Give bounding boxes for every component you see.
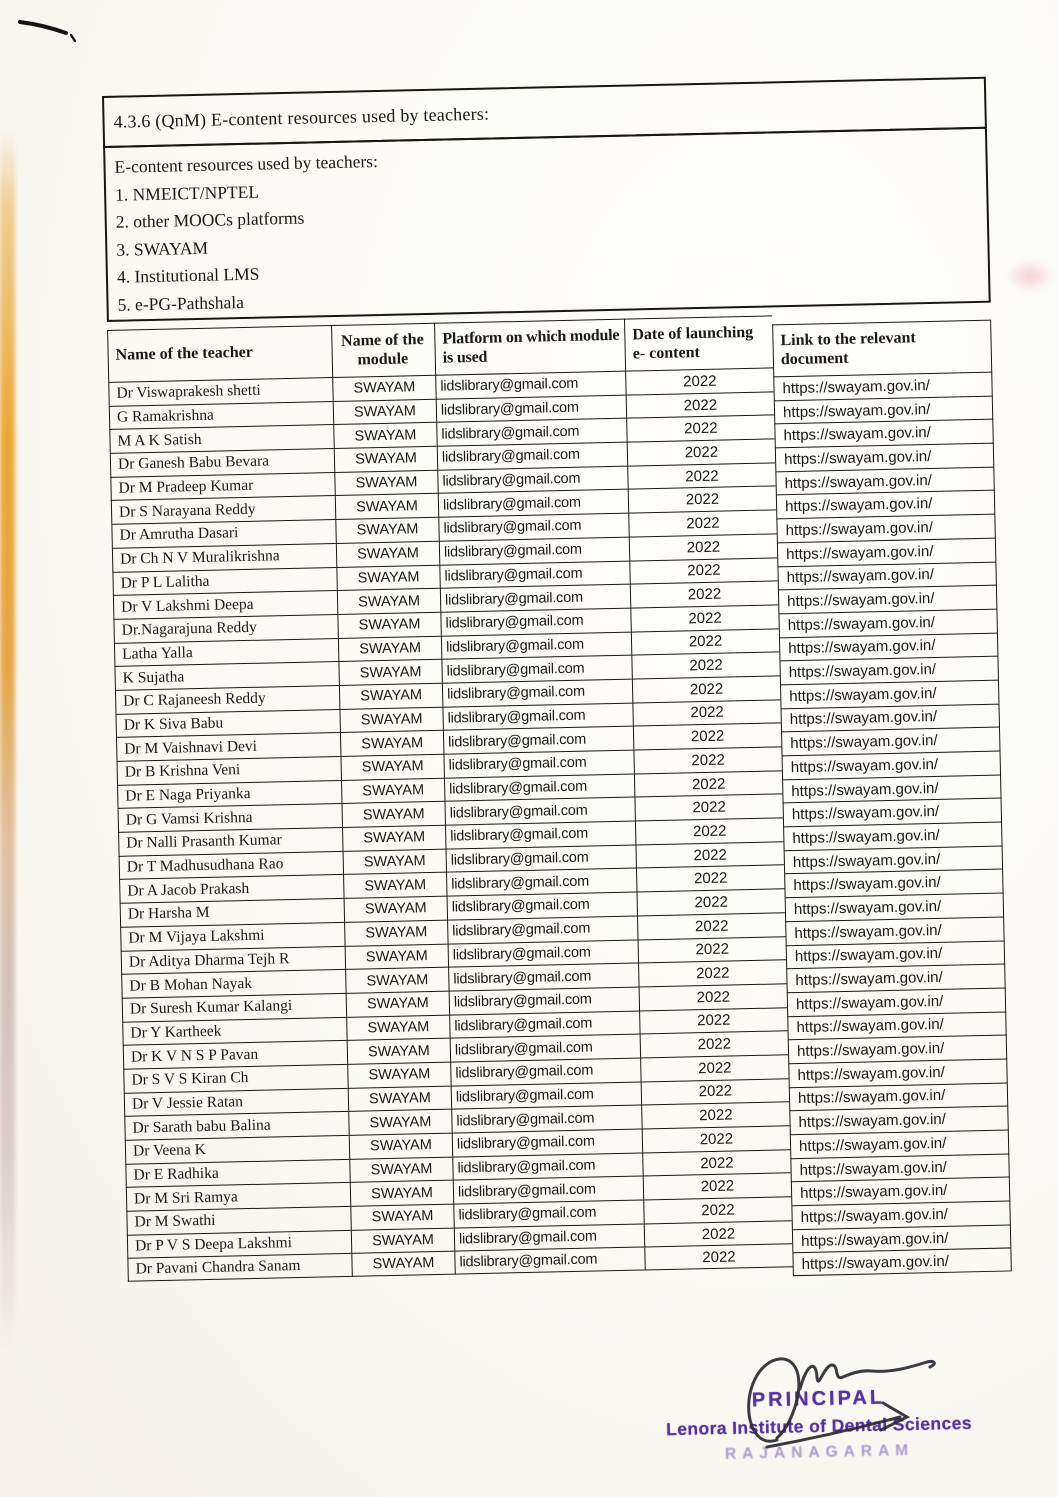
stamp-place: RAJANAGARAM xyxy=(724,1442,915,1463)
link-cell: https://swayam.gov.in/ xyxy=(791,1177,1010,1205)
header-platform: Platform on which module is used xyxy=(434,319,625,375)
date-cell: 2022 xyxy=(636,865,784,892)
module-cell: SWAYAM xyxy=(336,564,439,590)
platform-cell: lidslibrary@gmail.com xyxy=(438,489,628,517)
page-edge-yellow-strip xyxy=(0,130,15,1400)
date-cell: 2022 xyxy=(630,604,778,631)
teacher-name-cell: Dr Sarath babu Balina xyxy=(124,1111,348,1140)
link-cell: https://swayam.gov.in/ xyxy=(775,466,994,494)
platform-cell: lidslibrary@gmail.com xyxy=(445,821,635,849)
date-cell: 2022 xyxy=(633,746,781,773)
link-cell: https://swayam.gov.in/ xyxy=(786,940,1005,968)
date-cell: 2022 xyxy=(635,817,783,844)
link-cell: https://swayam.gov.in/ xyxy=(774,419,993,447)
teacher-name-cell: Dr M Swathi xyxy=(126,1206,350,1235)
platform-cell: lidslibrary@gmail.com xyxy=(441,631,631,659)
module-cell: SWAYAM xyxy=(350,1204,453,1230)
date-cell: 2022 xyxy=(626,391,774,418)
teacher-name-cell: K Sujatha xyxy=(114,661,338,690)
teacher-name-cell: Dr S Narayana Reddy xyxy=(111,495,335,524)
link-cell: https://swayam.gov.in/ xyxy=(787,987,1006,1015)
module-cell: SWAYAM xyxy=(336,541,439,567)
module-cell: SWAYAM xyxy=(348,1085,451,1111)
platform-cell: lidslibrary@gmail.com xyxy=(451,1081,641,1109)
platform-cell: lidslibrary@gmail.com xyxy=(443,750,633,778)
header-name-of-module: Name of the module xyxy=(331,323,435,377)
teachers-table xyxy=(107,311,1012,1282)
teacher-name-cell: Dr V Jessie Ratan xyxy=(124,1088,348,1117)
date-cell: 2022 xyxy=(631,628,779,655)
date-cell: 2022 xyxy=(631,652,779,679)
header-date-of-launching: Date of launching e- content xyxy=(624,315,773,370)
link-cell: https://swayam.gov.in/ xyxy=(790,1153,1009,1181)
teacher-name-cell: Dr Suresh Kumar Kalangi xyxy=(122,993,346,1022)
date-cell: 2022 xyxy=(644,1220,792,1247)
link-cell: https://swayam.gov.in/ xyxy=(792,1224,1011,1252)
module-cell: SWAYAM xyxy=(335,517,438,543)
module-cell: SWAYAM xyxy=(349,1156,452,1182)
platform-cell: lidslibrary@gmail.com xyxy=(454,1247,644,1275)
teacher-name-cell: Dr V Lakshmi Deepa xyxy=(113,590,337,619)
link-cell: https://swayam.gov.in/ xyxy=(789,1106,1008,1134)
module-cell: SWAYAM xyxy=(344,896,447,922)
link-cell: https://swayam.gov.in/ xyxy=(790,1129,1009,1157)
date-cell: 2022 xyxy=(628,510,776,537)
link-cell: https://swayam.gov.in/ xyxy=(789,1082,1008,1110)
date-cell: 2022 xyxy=(629,557,777,584)
link-cell: https://swayam.gov.in/ xyxy=(775,443,994,471)
module-cell: SWAYAM xyxy=(337,588,440,614)
link-cell: https://swayam.gov.in/ xyxy=(788,1035,1007,1063)
teacher-name-cell: Dr M Pradeep Kumar xyxy=(110,472,334,501)
module-cell: SWAYAM xyxy=(347,1038,450,1064)
link-cell: https://swayam.gov.in/ xyxy=(781,727,1000,755)
module-cell: SWAYAM xyxy=(334,446,437,472)
teacher-name-cell: Dr B Krishna Veni xyxy=(117,756,341,785)
module-cell: SWAYAM xyxy=(344,919,447,945)
pink-smudge xyxy=(1006,260,1054,292)
link-cell: https://swayam.gov.in/ xyxy=(785,916,1004,944)
teacher-name-cell: Dr C Rajaneesh Reddy xyxy=(115,685,339,714)
header-link: Link to the relevant document xyxy=(772,320,992,377)
module-cell: SWAYAM xyxy=(348,1109,451,1135)
platform-cell: lidslibrary@gmail.com xyxy=(449,1010,639,1038)
pen-mark-icon xyxy=(14,14,84,50)
link-cell: https://swayam.gov.in/ xyxy=(779,632,998,660)
date-cell: 2022 xyxy=(638,959,786,986)
link-cell: https://swayam.gov.in/ xyxy=(783,798,1002,826)
platform-cell: lidslibrary@gmail.com xyxy=(437,465,627,493)
teacher-name-cell: Dr M Vaishnavi Devi xyxy=(116,732,340,761)
date-cell: 2022 xyxy=(635,841,783,868)
scanned-document xyxy=(102,77,1012,1282)
date-cell: 2022 xyxy=(636,888,784,915)
platform-cell: lidslibrary@gmail.com xyxy=(452,1128,642,1156)
teacher-name-cell: Dr S V S Kiran Ch xyxy=(123,1064,347,1093)
module-cell: SWAYAM xyxy=(343,848,446,874)
resource-item: 5. e-PG-Pathshala xyxy=(117,291,245,315)
link-cell: https://swayam.gov.in/ xyxy=(776,490,995,518)
date-cell: 2022 xyxy=(642,1125,790,1152)
date-cell: 2022 xyxy=(627,462,775,489)
module-cell: SWAYAM xyxy=(341,801,444,827)
teacher-name-cell: Dr K V N S P Pavan xyxy=(123,1040,347,1069)
link-cell: https://swayam.gov.in/ xyxy=(787,1011,1006,1039)
module-cell: SWAYAM xyxy=(347,1062,450,1088)
date-cell: 2022 xyxy=(643,1196,791,1223)
teacher-name-cell: Dr Amrutha Dasari xyxy=(111,519,335,548)
teacher-name-cell: Dr E Naga Priyanka xyxy=(117,780,341,809)
teacher-name-cell: G Ramakrishna xyxy=(109,401,333,430)
date-cell: 2022 xyxy=(634,770,782,797)
link-cell: https://swayam.gov.in/ xyxy=(792,1248,1011,1276)
module-cell: SWAYAM xyxy=(346,1014,449,1040)
module-cell: SWAYAM xyxy=(345,943,448,969)
platform-cell: lidslibrary@gmail.com xyxy=(442,702,632,730)
teacher-name-cell: Dr G Vamsi Krishna xyxy=(118,803,342,832)
date-cell: 2022 xyxy=(644,1244,792,1271)
teacher-name-cell: Dr Viswaprakesh shetti xyxy=(108,377,332,406)
resource-item: 2. other MOOCs platforms xyxy=(115,207,305,232)
link-cell: https://swayam.gov.in/ xyxy=(784,845,1003,873)
date-cell: 2022 xyxy=(641,1078,789,1105)
link-cell: https://swayam.gov.in/ xyxy=(784,869,1003,897)
platform-cell: lidslibrary@gmail.com xyxy=(439,560,629,588)
teacher-name-cell: Dr Veena K xyxy=(125,1135,349,1164)
platform-cell: lidslibrary@gmail.com xyxy=(446,868,636,896)
platform-cell: lidslibrary@gmail.com xyxy=(447,915,637,943)
link-cell: https://swayam.gov.in/ xyxy=(782,774,1001,802)
link-cell: https://swayam.gov.in/ xyxy=(781,703,1000,731)
resources-heading: E-content resources used by teachers: xyxy=(114,151,379,177)
platform-cell: lidslibrary@gmail.com xyxy=(442,679,632,707)
link-cell: https://swayam.gov.in/ xyxy=(774,395,993,423)
date-cell: 2022 xyxy=(640,1031,788,1058)
platform-cell: lidslibrary@gmail.com xyxy=(450,1034,640,1062)
platform-cell: lidslibrary@gmail.com xyxy=(440,584,630,612)
platform-cell: lidslibrary@gmail.com xyxy=(441,655,631,683)
platform-cell: lidslibrary@gmail.com xyxy=(450,1057,640,1085)
teacher-name-cell: Dr Ganesh Babu Bevara xyxy=(110,448,334,477)
teacher-name-cell: Dr T Madhusudhana Rao xyxy=(119,851,343,880)
date-cell: 2022 xyxy=(641,1102,789,1129)
date-cell: 2022 xyxy=(634,794,782,821)
teacher-name-cell: Dr Harsha M xyxy=(120,898,344,927)
link-cell: https://swayam.gov.in/ xyxy=(779,656,998,684)
teacher-name-cell: Dr Ch N V Muralikrishna xyxy=(112,543,336,572)
stamp-institute: Lenora Institute of Dental Sciences xyxy=(665,1412,973,1440)
module-cell: SWAYAM xyxy=(346,991,449,1017)
platform-cell: lidslibrary@gmail.com xyxy=(440,607,630,635)
teacher-name-cell: Dr Aditya Dharma Tejh R xyxy=(121,945,345,974)
platform-cell: lidslibrary@gmail.com xyxy=(447,892,637,920)
section-title: 4.3.6 (QnM) E-content resources used by teachers: xyxy=(113,103,490,132)
date-cell: 2022 xyxy=(639,983,787,1010)
module-cell: SWAYAM xyxy=(333,398,436,424)
teacher-name-cell: Dr A Jacob Prakash xyxy=(119,874,343,903)
platform-cell: lidslibrary@gmail.com xyxy=(445,844,635,872)
date-cell: 2022 xyxy=(639,1007,787,1034)
link-cell: https://swayam.gov.in/ xyxy=(777,561,996,589)
link-cell: https://swayam.gov.in/ xyxy=(780,680,999,708)
date-cell: 2022 xyxy=(642,1149,790,1176)
teacher-name-cell: Dr M Vijaya Lakshmi xyxy=(120,922,344,951)
date-cell: 2022 xyxy=(633,723,781,750)
platform-cell: lidslibrary@gmail.com xyxy=(452,1152,642,1180)
link-cell: https://swayam.gov.in/ xyxy=(786,964,1005,992)
module-cell: SWAYAM xyxy=(338,659,441,685)
module-cell: SWAYAM xyxy=(337,612,440,638)
link-cell: https://swayam.gov.in/ xyxy=(773,372,992,400)
date-cell: 2022 xyxy=(643,1173,791,1200)
date-cell: 2022 xyxy=(628,486,776,513)
platform-cell: lidslibrary@gmail.com xyxy=(438,513,628,541)
date-cell: 2022 xyxy=(626,415,774,442)
link-cell: https://swayam.gov.in/ xyxy=(778,585,997,613)
module-cell: SWAYAM xyxy=(334,470,437,496)
teacher-name-cell: Dr P L Lalitha xyxy=(112,567,336,596)
platform-cell: lidslibrary@gmail.com xyxy=(451,1105,641,1133)
module-cell: SWAYAM xyxy=(338,635,441,661)
stamp-title: PRINCIPAL xyxy=(751,1386,886,1412)
module-cell: SWAYAM xyxy=(351,1227,454,1253)
date-cell: 2022 xyxy=(625,367,773,394)
date-cell: 2022 xyxy=(630,581,778,608)
teacher-name-cell: Dr Y Kartheek xyxy=(122,1016,346,1045)
link-cell: https://swayam.gov.in/ xyxy=(782,751,1001,779)
platform-cell: lidslibrary@gmail.com xyxy=(435,371,625,399)
date-cell: 2022 xyxy=(638,936,786,963)
date-cell: 2022 xyxy=(640,1054,788,1081)
date-cell: 2022 xyxy=(629,533,777,560)
platform-cell: lidslibrary@gmail.com xyxy=(444,797,634,825)
platform-cell: lidslibrary@gmail.com xyxy=(453,1200,643,1228)
resource-item: 4. Institutional LMS xyxy=(116,263,260,287)
module-cell: SWAYAM xyxy=(340,754,443,780)
resources-box xyxy=(103,127,991,322)
date-cell: 2022 xyxy=(632,675,780,702)
date-cell: 2022 xyxy=(632,699,780,726)
resource-item: 3. SWAYAM xyxy=(116,237,209,260)
platform-cell: lidslibrary@gmail.com xyxy=(449,986,639,1014)
teacher-name-cell: M A K Satish xyxy=(109,424,333,453)
date-cell: 2022 xyxy=(627,438,775,465)
module-cell: SWAYAM xyxy=(339,683,442,709)
teacher-name-cell: Dr B Mohan Nayak xyxy=(121,969,345,998)
link-cell: https://swayam.gov.in/ xyxy=(785,893,1004,921)
module-cell: SWAYAM xyxy=(332,375,435,401)
teacher-name-cell: Dr M Sri Ramya xyxy=(126,1182,350,1211)
platform-cell: lidslibrary@gmail.com xyxy=(454,1223,644,1251)
teacher-name-cell: Dr K Siva Babu xyxy=(115,709,339,738)
module-cell: SWAYAM xyxy=(345,967,448,993)
module-cell: SWAYAM xyxy=(341,777,444,803)
platform-cell: lidslibrary@gmail.com xyxy=(448,963,638,991)
teacher-name-cell: Dr Pavani Chandra Sanam xyxy=(127,1253,351,1282)
platform-cell: lidslibrary@gmail.com xyxy=(453,1176,643,1204)
teacher-name-cell: Dr E Radhika xyxy=(125,1159,349,1188)
module-cell: SWAYAM xyxy=(342,825,445,851)
module-cell: SWAYAM xyxy=(350,1180,453,1206)
link-cell: https://swayam.gov.in/ xyxy=(783,822,1002,850)
teacher-name-cell: Dr P V S Deepa Lakshmi xyxy=(127,1230,351,1259)
teacher-name-cell: Dr.Nagarajuna Reddy xyxy=(113,614,337,643)
teacher-name-cell: Latha Yalla xyxy=(114,638,338,667)
date-cell: 2022 xyxy=(637,912,785,939)
module-cell: SWAYAM xyxy=(339,706,442,732)
module-cell: SWAYAM xyxy=(333,422,436,448)
link-cell: https://swayam.gov.in/ xyxy=(778,608,997,636)
platform-cell: lidslibrary@gmail.com xyxy=(437,442,627,470)
link-cell: https://swayam.gov.in/ xyxy=(791,1201,1010,1229)
platform-cell: lidslibrary@gmail.com xyxy=(436,418,626,446)
header-name-of-teacher: Name of the teacher xyxy=(107,325,332,382)
platform-cell: lidslibrary@gmail.com xyxy=(436,394,626,422)
platform-cell: lidslibrary@gmail.com xyxy=(439,536,629,564)
module-cell: SWAYAM xyxy=(349,1133,452,1159)
link-cell: https://swayam.gov.in/ xyxy=(777,537,996,565)
module-cell: SWAYAM xyxy=(340,730,443,756)
link-cell: https://swayam.gov.in/ xyxy=(776,514,995,542)
platform-cell: lidslibrary@gmail.com xyxy=(448,939,638,967)
module-cell: SWAYAM xyxy=(351,1251,454,1277)
teacher-name-cell: Dr Nalli Prasanth Kumar xyxy=(118,827,342,856)
module-cell: SWAYAM xyxy=(335,493,438,519)
signature-scribble xyxy=(715,1345,955,1465)
platform-cell: lidslibrary@gmail.com xyxy=(444,773,634,801)
module-cell: SWAYAM xyxy=(343,872,446,898)
platform-cell: lidslibrary@gmail.com xyxy=(443,726,633,754)
link-cell: https://swayam.gov.in/ xyxy=(788,1058,1007,1086)
resource-item: 1. NMEICT/NPTEL xyxy=(114,181,260,205)
